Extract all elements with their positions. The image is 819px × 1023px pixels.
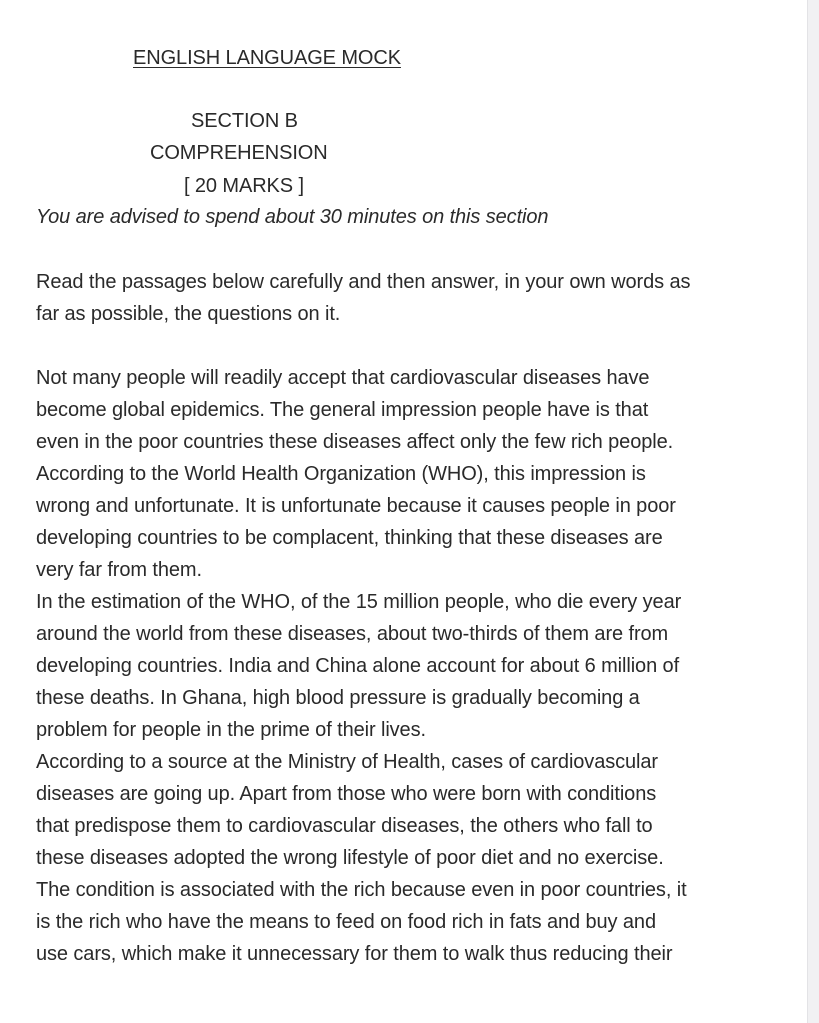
passage-line: developing countries. India and China alone account for about 6 million of bbox=[36, 655, 680, 677]
passage-line: In the estimation of the WHO, of the 15 million people, who die every year bbox=[36, 591, 682, 613]
passage-line: The condition is associated with the rich because even in poor countries, it bbox=[36, 879, 687, 901]
section-label: SECTION B bbox=[191, 110, 298, 132]
section-name: COMPREHENSION bbox=[150, 142, 328, 164]
passage-line: is the rich who have the means to feed on food rich in fats and buy and bbox=[36, 911, 656, 933]
passage-line: very far from them. bbox=[36, 559, 202, 581]
time-advice: You are advised to spend about 30 minutes on this section bbox=[36, 206, 549, 228]
passage-line: these diseases adopted the wrong lifestyle of poor diet and no exercise. bbox=[36, 847, 664, 869]
instructions-line: far as possible, the questions on it. bbox=[36, 303, 341, 325]
document-title: ENGLISH LANGUAGE MOCK bbox=[133, 47, 401, 69]
passage-line: diseases are going up. Apart from those who were born with conditions bbox=[36, 783, 657, 805]
passage-line: become global epidemics. The general impression people have is that bbox=[36, 399, 649, 421]
passage-line: use cars, which make it unnecessary for them to walk thus reducing their bbox=[36, 943, 673, 965]
passage-line: problem for people in the prime of their lives. bbox=[36, 719, 426, 741]
marks-label: [ 20 MARKS ] bbox=[184, 175, 304, 197]
instructions-line: Read the passages below carefully and then answer, in your own words as bbox=[36, 271, 691, 293]
page-edge bbox=[807, 0, 819, 1023]
passage-line: that predispose them to cardiovascular diseases, the others who fall to bbox=[36, 815, 653, 837]
passage-line: these deaths. In Ghana, high blood pressure is gradually becoming a bbox=[36, 687, 640, 709]
passage-line: According to a source at the Ministry of Health, cases of cardiovascular bbox=[36, 751, 658, 773]
passage-line: Not many people will readily accept that cardiovascular diseases have bbox=[36, 367, 650, 389]
passage-line: around the world from these diseases, about two-thirds of them are from bbox=[36, 623, 669, 645]
passage-line: developing countries to be complacent, thinking that these diseases are bbox=[36, 527, 663, 549]
passage-line: wrong and unfortunate. It is unfortunate because it causes people in poor bbox=[36, 495, 676, 517]
passage-line: According to the World Health Organization (WHO), this impression is bbox=[36, 463, 646, 485]
passage-line: even in the poor countries these diseases affect only the few rich people. bbox=[36, 431, 674, 453]
